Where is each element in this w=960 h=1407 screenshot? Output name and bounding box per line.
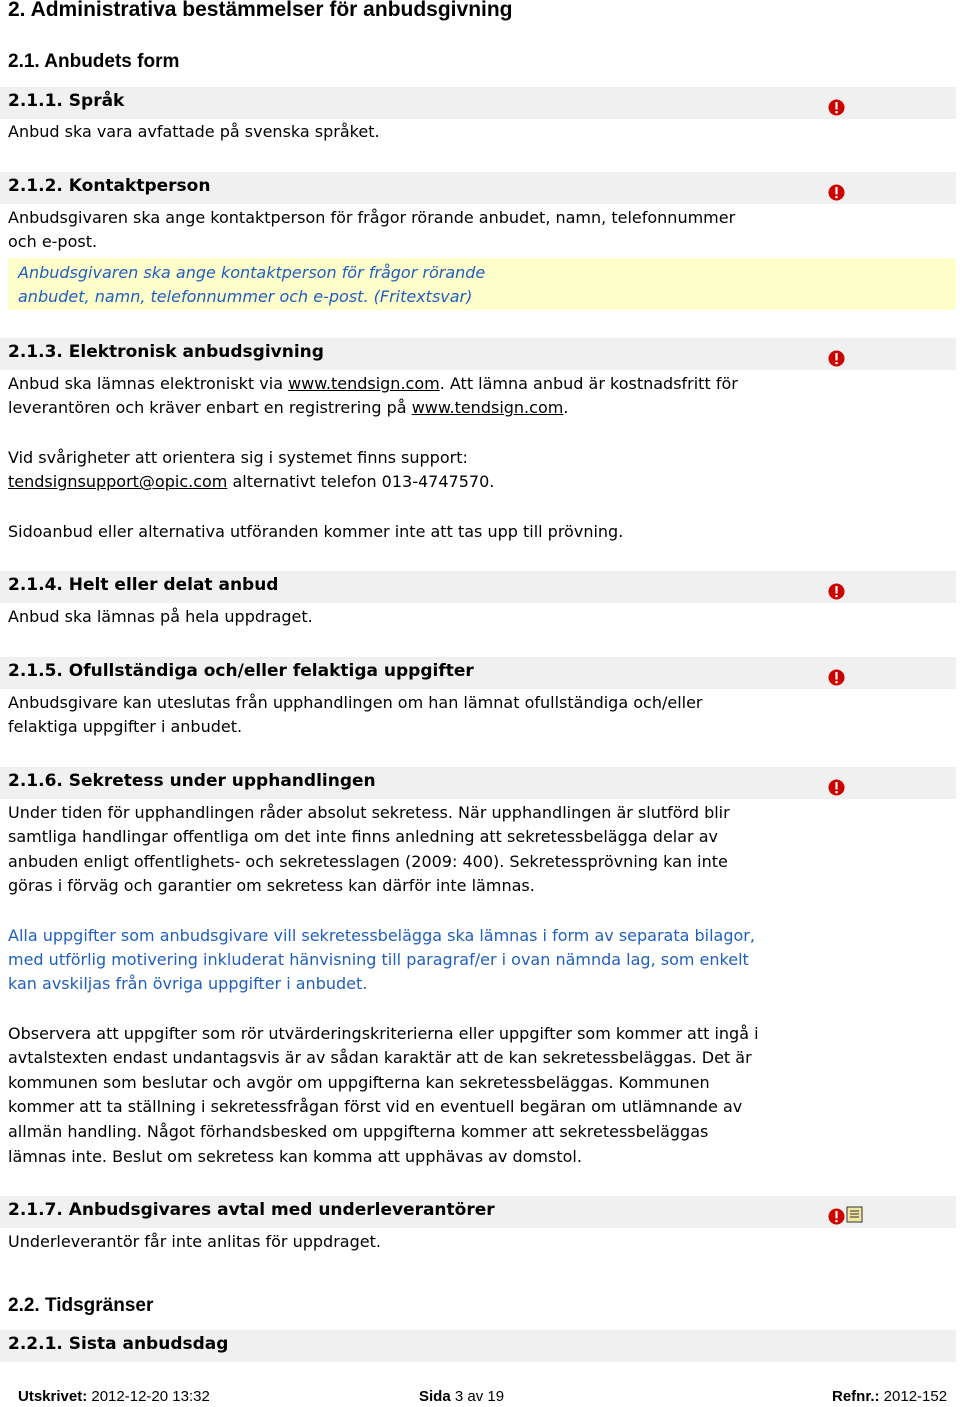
- heading-band-2-1-1: [0, 87, 956, 119]
- text-2-1-6-p2-l3: kan avskiljas från övriga uppgifter i anbudet.: [8, 974, 368, 993]
- warning-icon: [828, 669, 845, 686]
- text-2-1-6-p2-l2: med utförlig motivering inkluderat hänvisning till paragraf/er i ovan nämnda lag, som enkelt: [8, 950, 749, 969]
- heading-2-1-1: 2.1.1. Språk: [8, 91, 125, 111]
- answer-box-line1: Anbudsgivaren ska ange kontaktperson för frågor rörande: [18, 263, 486, 282]
- heading-band-2-1-4: [0, 571, 956, 603]
- text-2-1-6-p1-l1: Under tiden för upphandlingen råder absolut sekretess. När upphandlingen är slutförd blir: [8, 803, 730, 822]
- subsection-title: 2.1. Anbudets form: [8, 51, 180, 72]
- warning-icon: [828, 583, 845, 600]
- text-2-1-5-line1: Anbudsgivare kan uteslutas från upphandlingen om han lämnat ofullständiga och/eller: [8, 693, 703, 712]
- warning-icon: [828, 184, 845, 201]
- heading-2-1-2: 2.1.2. Kontaktperson: [8, 176, 211, 196]
- text-2-1-4: Anbud ska lämnas på hela uppdraget.: [8, 607, 313, 626]
- footer-page: Sida 3 av 19: [419, 1388, 505, 1405]
- footer-ref: Refnr.: 2012-152: [832, 1388, 948, 1405]
- heading-band-2-1-2: [0, 172, 956, 204]
- heading-2-1-3: 2.1.3. Elektronisk anbudsgivning: [8, 342, 324, 362]
- note-icon: [846, 1206, 863, 1223]
- heading-band-2-2-1: [0, 1330, 956, 1362]
- footer-printed: Utskrivet: 2012-12-20 13:32: [18, 1388, 210, 1405]
- text-2-1-3-line4: tendsignsupport@opic.com alternativt telefon 013-4747570.: [8, 472, 495, 491]
- text-2-1-6-p3-l5: allmän handling. Något förhandsbesked om uppgifterna kommer att sekretessbeläggas: [8, 1122, 709, 1141]
- warning-icon: [828, 779, 845, 796]
- subsection-title-2-2: 2.2. Tidsgränser: [8, 1295, 154, 1316]
- support-email-link[interactable]: tendsignsupport@opic.com: [8, 472, 228, 491]
- text-2-1-7: Underleverantör får inte anlitas för uppdraget.: [8, 1232, 381, 1251]
- warning-icon: [828, 350, 845, 367]
- heading-band-2-1-6: [0, 767, 956, 799]
- text-2-1-6-p1-l4: göras i förväg och garantier om sekretess kan därför inte lämnas.: [8, 876, 535, 895]
- text-2-1-2-line2: och e-post.: [8, 232, 98, 251]
- heading-2-2-1: 2.2.1. Sista anbudsdag: [8, 1334, 229, 1354]
- answer-box-line2: anbudet, namn, telefonnummer och e-post. (Fritextsvar): [18, 287, 473, 306]
- heading-2-1-7: 2.1.7. Anbudsgivares avtal med underleverantörer: [8, 1200, 495, 1220]
- text-2-1-3-line3: Vid svårigheter att orientera sig i systemet finns support:: [8, 448, 468, 467]
- heading-band-2-1-7: [0, 1196, 956, 1228]
- text-2-1-6-p3-l4: kommer att ta ställning i sekretessfrågan först vid en eventuell begäran om utlämnande av: [8, 1097, 743, 1116]
- text-2-1-6-p2-l1: Alla uppgifter som anbudsgivare vill sekretessbelägga ska lämnas i form av separata bilagor,: [8, 926, 755, 945]
- text-2-1-6-p3-l3: kommunen som beslutar och avgör om uppgifterna kan sekretessbeläggas. Kommunen: [8, 1073, 710, 1092]
- text-2-1-5-line2: felaktiga uppgifter i anbudet.: [8, 717, 243, 736]
- text-2-1-6-p1-l2: samtliga handlingar offentliga om det inte finns anledning att sekretessbelägga delar av: [8, 827, 718, 846]
- text-2-1-3-line1: Anbud ska lämnas elektroniskt via www.tendsign.com. Att lämna anbud är kostnadsfritt för: [8, 374, 738, 393]
- text-2-1-2-line1: Anbudsgivaren ska ange kontaktperson för frågor rörande anbudet, namn, telefonnummer: [8, 208, 736, 227]
- warning-icon: [828, 99, 845, 116]
- heading-band-2-1-5: [0, 657, 956, 689]
- text-2-1-6-p3-l1: Observera att uppgifter som rör utvärderingskriterierna eller uppgifter som kommer att ingå i: [8, 1024, 759, 1043]
- text-2-1-6-p1-l3: anbuden enligt offentlighets- och sekretesslagen (2009: 400). Sekretessprövning kan inte: [8, 852, 728, 871]
- heading-2-1-5: 2.1.5. Ofullständiga och/eller felaktiga uppgifter: [8, 661, 474, 681]
- heading-2-1-6: 2.1.6. Sekretess under upphandlingen: [8, 771, 376, 791]
- answer-box[interactable]: [8, 258, 956, 310]
- section-title: 2. Administrativa bestämmelser för anbudsgivning: [8, 0, 513, 21]
- heading-band-2-1-3: [0, 338, 956, 370]
- text-2-1-1: Anbud ska vara avfattade på svenska språket.: [8, 122, 380, 141]
- text-2-1-3-line2: leverantören och kräver enbart en registrering på www.tendsign.com.: [8, 398, 569, 417]
- warning-icon: [828, 1208, 845, 1225]
- text-2-1-6-p3-l6: lämnas inte. Beslut om sekretess kan komma att upphävas av domstol.: [8, 1147, 582, 1166]
- tendsign-link[interactable]: www.tendsign.com: [411, 398, 564, 417]
- heading-2-1-4: 2.1.4. Helt eller delat anbud: [8, 575, 279, 595]
- text-2-1-3-line5: Sidoanbud eller alternativa utföranden kommer inte att tas upp till prövning.: [8, 522, 624, 541]
- text-2-1-6-p3-l2: avtalstexten endast undantagsvis är av sådan karaktär att de kan sekretessbeläggas. Det är: [8, 1048, 752, 1067]
- tendsign-link[interactable]: www.tendsign.com: [288, 374, 440, 393]
